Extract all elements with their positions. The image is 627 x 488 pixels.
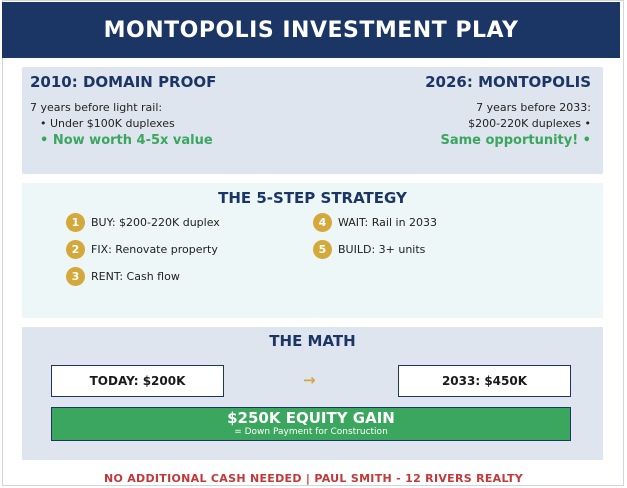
step-number-badge: 3: [66, 267, 85, 286]
step-text: FIX: Renovate property: [91, 242, 218, 256]
title-banner: [2, 2, 620, 58]
strategy-step: [66, 212, 220, 232]
arrow-right-icon: →: [303, 371, 316, 389]
comparison-2026-line2: $200-220K duplexes •: [468, 117, 591, 130]
step-text: BUILD: 3+ units: [338, 242, 426, 256]
comparison-2010-highlight: • Now worth 4-5x value: [40, 133, 213, 148]
math-panel: [22, 327, 603, 460]
comparison-panel: [22, 67, 603, 174]
equity-gain-banner: [51, 407, 571, 441]
step-text: WAIT: Rail in 2033: [338, 215, 438, 229]
comparison-2026-heading: 2026: MONTOPOLIS: [425, 73, 591, 91]
equity-gain-title: $250K EQUITY GAIN: [227, 409, 395, 427]
math-heading: THE MATH: [269, 332, 356, 350]
comparison-2010-line1: 7 years before light rail:: [30, 101, 163, 114]
comparison-2026-highlight: Same opportunity! •: [440, 133, 591, 148]
comparison-2010-line2: • Under $100K duplexes: [40, 117, 175, 130]
step-number-badge: 2: [66, 240, 85, 259]
step-text: RENT: Cash flow: [91, 269, 180, 283]
today-value-box: TODAY: $200K: [51, 365, 224, 397]
footer-tagline: NO ADDITIONAL CASH NEEDED | PAUL SMITH - 12 RIVERS REALTY: [103, 472, 524, 485]
strategy-step: [66, 266, 180, 286]
comparison-2010: [30, 73, 300, 150]
step-text: BUY: $200-220K duplex: [91, 215, 220, 229]
strategy-step: [313, 239, 425, 259]
future-value-box: 2033: $450K: [398, 365, 571, 397]
strategy-heading: THE 5-STEP STRATEGY: [218, 189, 407, 207]
step-number-badge: 1: [66, 213, 85, 232]
strategy-step: [66, 239, 218, 259]
page-title: MONTOPOLIS INVESTMENT PLAY: [103, 17, 519, 43]
step-number-badge: 4: [313, 213, 332, 232]
strategy-panel: [22, 183, 603, 318]
equity-gain-subtitle: = Down Payment for Construction: [234, 427, 388, 437]
strategy-step: [313, 212, 437, 232]
step-number-badge: 5: [313, 240, 332, 259]
comparison-2010-heading: 2010: DOMAIN PROOF: [30, 73, 217, 91]
comparison-2026-line1: 7 years before 2033:: [476, 101, 591, 114]
comparison-2026: [321, 73, 591, 150]
